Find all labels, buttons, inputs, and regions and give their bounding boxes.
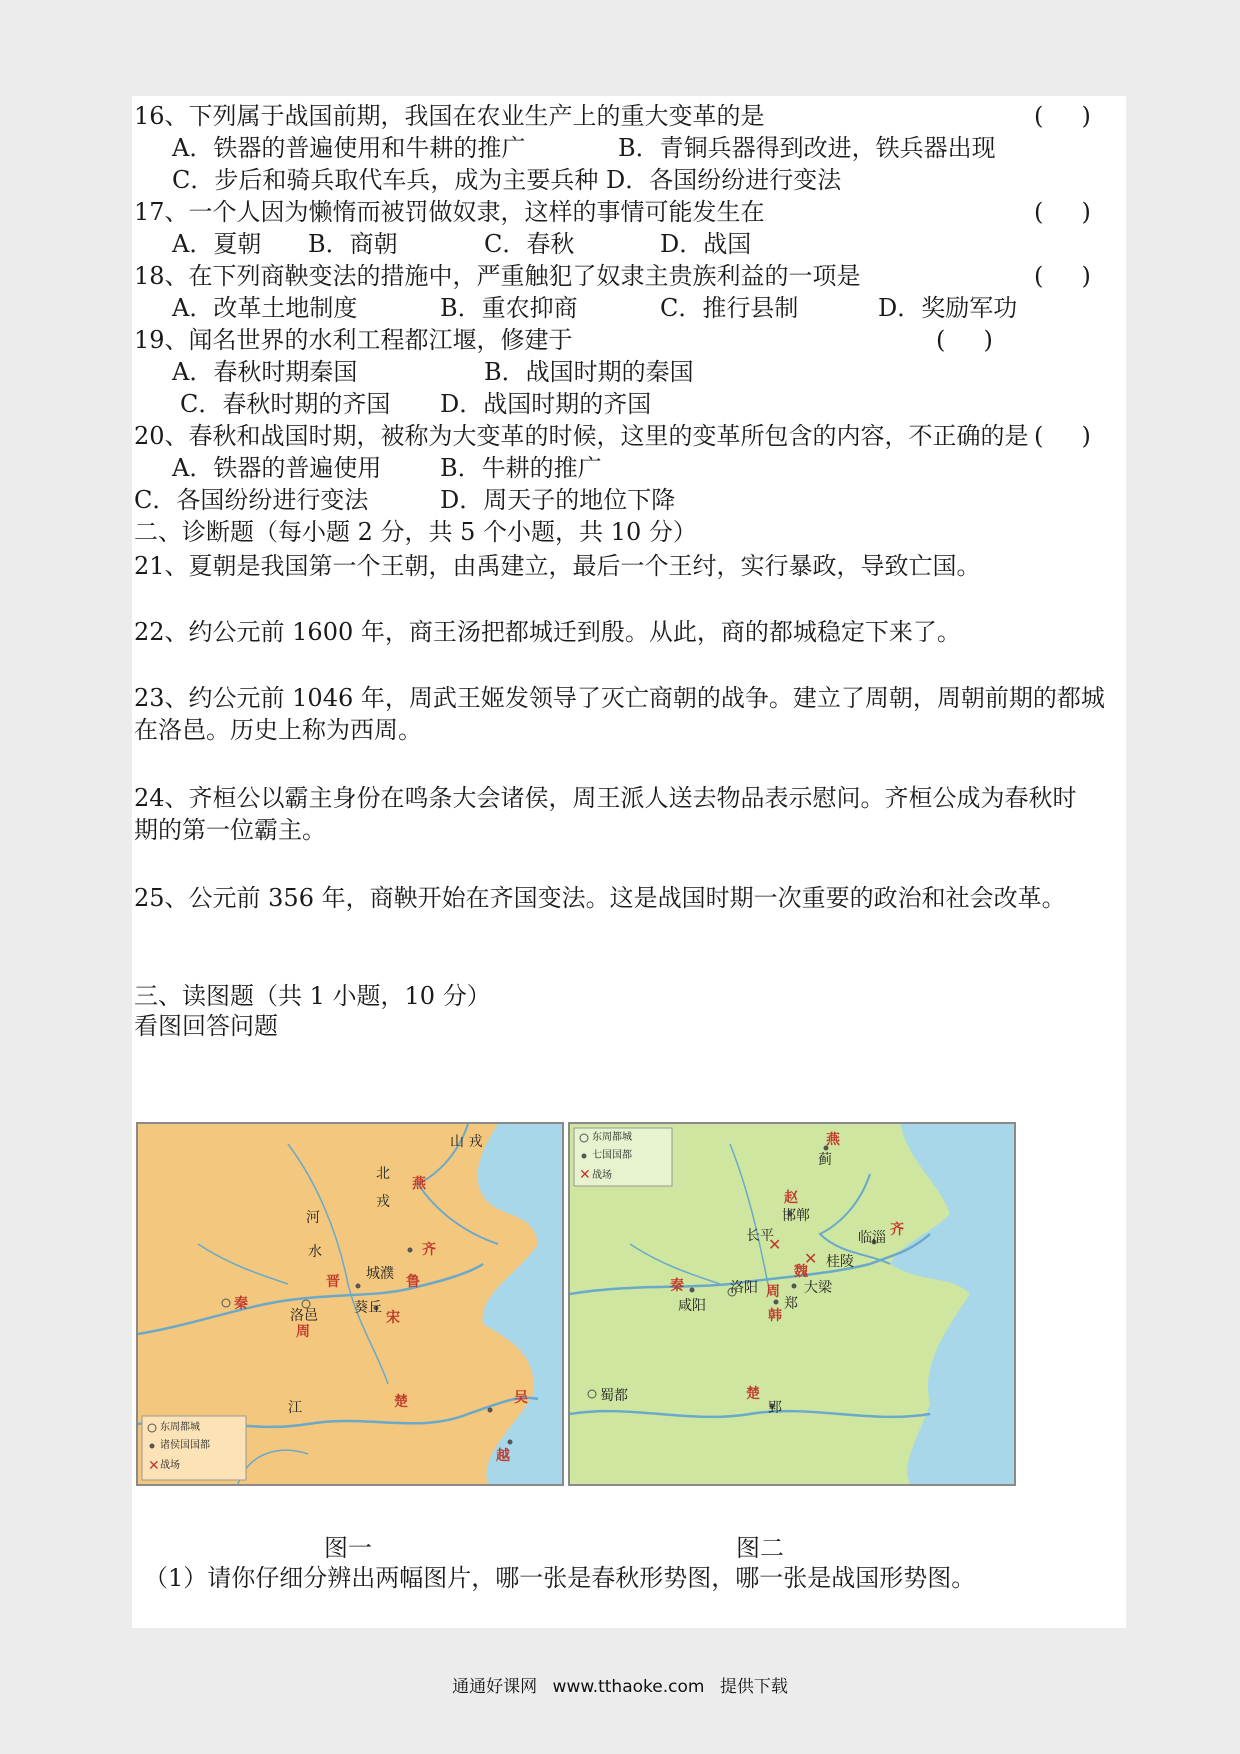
q20-option-d: D．周天子的地位下降 [440,486,676,514]
map1-label-bei: 北 [376,1166,390,1182]
q23-statement-line2: 在洛邑。历史上称为西周。 [134,716,422,744]
map2-state-zhou: 周 [766,1284,780,1300]
map1-state-yan: 燕 [412,1176,426,1192]
map2-label-linzi: 临淄 [858,1230,886,1246]
map2-legend-state-capital: 七国国都 [592,1150,632,1161]
section3-instruction: 看图回答问题 [134,1012,278,1040]
q18-stem: 18、在下列商鞅变法的措施中，严重触犯了奴隶主贵族利益的一项是 [134,262,861,290]
q18-answer-paren: ( ) [1034,262,1091,290]
q24-statement-line1: 24、齐桓公以霸主身份在鸣条大会诸侯，周王派人送去物品表示慰问。齐桓公成为春秋时 [134,784,1077,812]
map2-state-zhao: 赵 [784,1190,798,1206]
map1-state-wu: 吴 [514,1390,528,1406]
svg-text:✕: ✕ [804,1249,818,1268]
map1-state-song: 宋 [386,1310,400,1326]
q19-stem: 19、闻名世界的水利工程都江堰，修建于 [134,326,573,354]
map2-label-ying: 郢 [768,1400,782,1416]
map2-label-daliang: 大梁 [804,1280,832,1296]
svg-text:✕: ✕ [768,1235,782,1254]
map2-label-ji: 蓟 [818,1152,832,1168]
q20-option-a: A．铁器的普遍使用 [172,454,382,482]
q24-statement-line2: 期的第一位霸主。 [134,816,326,844]
svg-text:✕: ✕ [579,1167,591,1183]
section2-heading: 二、诊断题（每小题 2 分，共 5 个小题，共 10 分） [134,518,697,546]
q16-answer-paren: ( ) [1034,102,1091,130]
footer [0,1672,1240,1697]
map1-label-he: 河 [306,1210,320,1226]
q20-option-b: B．牛耕的推广 [440,454,602,482]
map1-label-kuiqiu: 葵丘 [354,1300,382,1316]
q20-option-c: C．各国纷纷进行变法 [134,486,369,514]
map2-label-xianyang: 咸阳 [678,1298,706,1314]
map2-label-guiling: 桂陵 [826,1254,854,1270]
q17-stem: 17、一个人因为懒惰而被罚做奴隶，这样的事情可能发生在 [134,198,765,226]
map1-state-jin: 晋 [326,1274,340,1290]
map2-label-shudu: 蜀都 [600,1388,628,1404]
map1-state-yue: 越 [496,1448,510,1464]
map-warring-states [568,1122,1016,1486]
map1-label-rong: 戎 [376,1194,390,1210]
map1-label-shanrong: 山 戎 [450,1134,483,1150]
map2-state-chu: 楚 [746,1386,760,1402]
q19-option-d: D．战国时期的齐国 [440,390,652,418]
map1-label-shui: 水 [308,1244,322,1260]
map1-caption: 图一 [324,1534,372,1562]
q18-option-b: B．重农抑商 [440,294,578,322]
map1-label-jiang: 江 [288,1400,302,1416]
map2-state-han: 韩 [768,1308,782,1324]
q16-options-cd: C．步后和骑兵取代车兵，成为主要兵种 D．各国纷纷进行变法 [172,166,842,194]
map2-state-wei: 魏 [794,1264,808,1280]
map1-label-chengpu: 城濮 [366,1266,394,1282]
map1-legend-capital: 东周都城 [160,1422,200,1433]
section3-question-1: （1）请你仔细分辨出两幅图片，哪一张是春秋形势图，哪一张是战国形势图。 [144,1564,976,1592]
q23-statement-line1: 23、约公元前 1046 年，周武王姬发领导了灭亡商朝的战争。建立了周朝，周朝前期的都城 [134,684,1105,712]
q19-option-b: B．战国时期的秦国 [484,358,694,386]
map2-label-luoyang: 洛阳 [730,1280,758,1296]
q19-option-a: A．春秋时期秦国 [172,358,358,386]
map1-state-qin: 秦 [234,1296,248,1312]
map1-graphic [138,1124,562,1484]
footer-url[interactable]: www.tthaoke.com [552,1677,705,1697]
q16-option-a: A．铁器的普遍使用和牛耕的推广 [172,134,526,162]
q21-statement: 21、夏朝是我国第一个王朝，由禹建立，最后一个王纣，实行暴政，导致亡国。 [134,552,981,580]
q20-answer-paren: ( ) [1034,422,1091,450]
map1-legend-battlefield: 战场 [160,1460,180,1471]
q17-answer-paren: ( ) [1034,198,1091,226]
q18-option-d: D．奖励军功 [878,294,1018,322]
map2-legend-battlefield: 战场 [592,1170,612,1181]
q17-option-c: C．春秋 [484,230,575,258]
q19-answer-paren: ( ) [936,326,993,354]
q20-stem: 20、春秋和战国时期，被称为大变革的时候，这里的变革所包含的内容，不正确的是 [134,422,1029,450]
q17-option-a: A．夏朝 [172,230,262,258]
map2-caption: 图二 [736,1534,784,1562]
footer-site: 通通好课网 [452,1677,538,1697]
footer-note: 提供下载 [719,1677,788,1697]
map1-legend-state-capital: 诸侯国国都 [160,1440,210,1451]
map2-state-yan: 燕 [826,1132,840,1148]
q25-statement: 25、公元前 356 年，商鞅开始在齐国变法。这是战国时期一次重要的政治和社会改革。 [134,884,1066,912]
svg-text:✕: ✕ [148,1458,160,1474]
q18-option-a: A．改革土地制度 [172,294,358,322]
q22-statement: 22、约公元前 1600 年，商王汤把都城迁到殷。从此，商的都城稳定下来了。 [134,618,961,646]
q17-option-b: B．商朝 [308,230,398,258]
q16-stem: 16、下列属于战国前期，我国在农业生产上的重大变革的是 [134,102,765,130]
map-spring-autumn [136,1122,564,1486]
q16-option-b: B．青铜兵器得到改进，铁兵器出现 [618,134,996,162]
q18-option-c: C．推行县制 [660,294,799,322]
q19-option-c: C．春秋时期的齐国 [180,390,391,418]
map1-state-zhou: 周 [296,1324,310,1340]
section3-heading: 三、读图题（共 1 小题，10 分） [134,982,491,1010]
map2-legend-capital: 东周都城 [592,1132,632,1143]
map1-state-lu: 鲁 [406,1274,420,1290]
map2-state-qin: 秦 [670,1278,684,1294]
map2-label-changping: 长平 [746,1228,774,1244]
map1-state-qi: 齐 [422,1242,436,1258]
map1-state-chu: 楚 [394,1394,408,1410]
map2-state-qi: 齐 [890,1222,904,1238]
map2-label-zheng: 郑 [784,1296,798,1312]
map2-label-handan: 邯郸 [782,1208,810,1224]
map1-label-luoyi: 洛邑 [290,1308,318,1324]
q17-option-d: D．战国 [660,230,752,258]
